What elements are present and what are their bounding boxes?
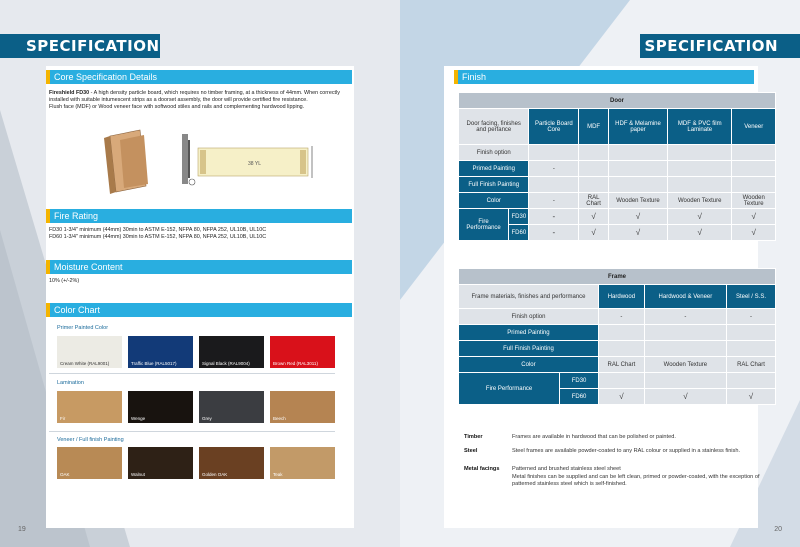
- sub-row-label: FD30: [509, 209, 529, 225]
- section-moisture-title: Moisture Content: [46, 260, 352, 274]
- table-cell: [529, 177, 579, 193]
- color-swatch: [270, 391, 335, 423]
- table-cell: Wooden Texture: [732, 193, 776, 209]
- note-text: Patterned and brushed stainless steel sheet Metal finishes can be supplied and can be left clean, primed or powder-coated, with the exception of patterned stainless steel which is self-finished.: [512, 466, 760, 487]
- note-key-text: Metal facings: [464, 466, 500, 472]
- table-cell: √: [579, 225, 609, 241]
- sub-row-label: FD60: [560, 389, 599, 405]
- core-description: Fireshield FD30 - A high density particle board, which requires no timber framing, at a thickness of 44mm. When correctly installed with suitable intumescent strips as a doorset assembly, the door will provide certified fire resistance. Flush face (MDF) or Wood veneer face with softwood stiles and rails and complementing hardwood lipping.: [49, 90, 340, 111]
- table-cell: [732, 177, 776, 193]
- swatch-label: Brown Red (RAL3011): [273, 361, 318, 366]
- note-key: [464, 466, 499, 474]
- row-label: Fire Performance: [459, 209, 509, 241]
- divider: [49, 431, 335, 432]
- table-cell: √: [608, 209, 667, 225]
- table-cell: -: [644, 309, 726, 325]
- swatch-label: Cream White (RAL9001): [60, 361, 110, 366]
- table-cell: [668, 177, 732, 193]
- page-number: 19: [18, 526, 26, 533]
- table-cell: [644, 373, 726, 389]
- color-swatch: [199, 447, 264, 479]
- section-finish-title: Finish: [454, 70, 754, 84]
- table-cell: √: [732, 225, 776, 241]
- table-cell: √: [579, 209, 609, 225]
- table-cell: [668, 145, 732, 161]
- table-cell: -: [598, 309, 644, 325]
- row-label: Color: [459, 193, 529, 209]
- table-cell: √: [598, 389, 644, 405]
- table-cell: [726, 341, 775, 357]
- table-cell: [726, 325, 775, 341]
- swatch-label: Golden OAK: [202, 472, 228, 477]
- dimension-label: 38 YL: [248, 161, 261, 167]
- swatch-label: OAK: [60, 472, 70, 477]
- color-swatch: [128, 391, 193, 423]
- row-label: Color: [459, 357, 599, 373]
- column-header: Hardwood: [598, 285, 644, 309]
- row-label: Primed Painting: [459, 325, 599, 341]
- right-page: [400, 0, 800, 547]
- swatch-label: Signal Black (RAL9004): [202, 361, 250, 366]
- moisture-value: 10% (+/-2%): [49, 278, 80, 284]
- table-cell: [598, 341, 644, 357]
- table-cell: [644, 325, 726, 341]
- column-header: Hardwood & Veneer: [644, 285, 726, 309]
- table-cell: Wooden Texture: [644, 357, 726, 373]
- frame-finish-table: [458, 268, 776, 405]
- sub-row-label: FD30: [560, 373, 599, 389]
- table-cell: [579, 177, 609, 193]
- table-cell: [598, 325, 644, 341]
- table-cell: √: [668, 209, 732, 225]
- color-swatch: [128, 336, 193, 368]
- swatch-label: Beech: [273, 416, 286, 421]
- table-cell: √: [726, 389, 775, 405]
- column-header: Veneer: [732, 109, 776, 145]
- page-header: SPECIFICATION: [640, 34, 800, 58]
- color-swatch: [199, 336, 264, 368]
- section-core-title: Core Specification Details: [46, 70, 352, 84]
- swatch-label: Walnut: [131, 472, 145, 477]
- fire-rating-text: FD30 1-3/4" minimum (44mm) 30min to ASTM E-152, NFPA 80, NFPA 252, UL10B, UL10C FD60 1-3/4" minimum (44mm) 30min to ASTM E-152, NFPA 80, NFPA 252, UL10B, UL10C: [49, 227, 267, 241]
- row-label: Fire Performance: [459, 373, 560, 405]
- table-cell: [598, 373, 644, 389]
- note-key-text: Timber: [464, 434, 483, 440]
- section-color-title: Color Chart: [46, 303, 352, 317]
- swatch-label: Wenge: [131, 416, 146, 421]
- section-fire-title: Fire Rating: [46, 209, 352, 223]
- table-cell: √: [668, 225, 732, 241]
- table-cell: -: [726, 309, 775, 325]
- table-cell: Wooden Texture: [668, 193, 732, 209]
- group-label-veneer: Veneer / Full finish Painting: [57, 437, 124, 443]
- table-cell: [668, 161, 732, 177]
- table-cell: [732, 145, 776, 161]
- table-cell: [732, 161, 776, 177]
- row-label: Finish option: [459, 145, 529, 161]
- note-key: [464, 448, 477, 456]
- note-key: [464, 434, 483, 442]
- table-cell: [608, 161, 667, 177]
- table-cell: RAL Chart: [726, 357, 775, 373]
- note-text: Steel frames are available powder-coated to any RAL colour or supplied in a stainless finish.: [512, 448, 741, 454]
- column-header: Door facing, finishes and perfance: [459, 109, 529, 145]
- table-caption: Door: [459, 93, 776, 109]
- door-core-diagram: [100, 126, 330, 194]
- table-cell: [726, 373, 775, 389]
- group-label-lamination: Lamination: [57, 380, 84, 386]
- table-cell: Wooden Texture: [608, 193, 667, 209]
- table-cell: RAL Chart: [598, 357, 644, 373]
- color-swatch: [128, 447, 193, 479]
- swatch-label: Grey: [202, 416, 212, 421]
- table-cell: -: [529, 225, 579, 241]
- table-cell: [608, 177, 667, 193]
- color-swatch: [270, 336, 335, 368]
- table-cell: [608, 145, 667, 161]
- table-cell: -: [529, 209, 579, 225]
- table-cell: √: [608, 225, 667, 241]
- column-header: Frame materials, finishes and performance: [459, 285, 599, 309]
- table-caption: Frame: [459, 269, 776, 285]
- color-swatch: [57, 391, 122, 423]
- table-cell: [644, 341, 726, 357]
- table-cell: [529, 145, 579, 161]
- note-key-text: Steel: [464, 448, 478, 454]
- color-swatch: [270, 447, 335, 479]
- table-cell: -: [529, 161, 579, 177]
- table-cell: -: [529, 193, 579, 209]
- color-swatch: [57, 336, 122, 368]
- column-header: Steel / S.S.: [726, 285, 775, 309]
- table-cell: RAL Chart: [579, 193, 609, 209]
- color-swatch: [57, 447, 122, 479]
- swatch-label: Teak: [273, 472, 283, 477]
- group-label-primer: Primer Painted Color: [57, 325, 109, 331]
- door-finish-table: [458, 92, 776, 241]
- row-label: Full Finish Painting: [459, 341, 599, 357]
- swatch-label: Fir: [60, 416, 66, 421]
- swatch-label: Traffic Blue (RAL5017): [131, 361, 177, 366]
- divider: [49, 373, 335, 374]
- row-label: Full Finish Painting: [459, 177, 529, 193]
- row-label: Primed Painting: [459, 161, 529, 177]
- page-number: 20: [774, 526, 782, 533]
- table-cell: [579, 145, 609, 161]
- color-swatch: [199, 391, 264, 423]
- column-header: HDF & Melamine paper: [608, 109, 667, 145]
- table-cell: [579, 161, 609, 177]
- sub-row-label: FD60: [509, 225, 529, 241]
- column-header: MDF & PVC film Laminate: [668, 109, 732, 145]
- table-cell: √: [644, 389, 726, 405]
- note-text: Frames are available in hardwood that can be polished or painted.: [512, 434, 676, 440]
- column-header: MDF: [579, 109, 609, 145]
- column-header: Particle Board Core: [529, 109, 579, 145]
- row-label: Finish option: [459, 309, 599, 325]
- page-header: SPECIFICATION: [0, 34, 160, 58]
- table-cell: √: [732, 209, 776, 225]
